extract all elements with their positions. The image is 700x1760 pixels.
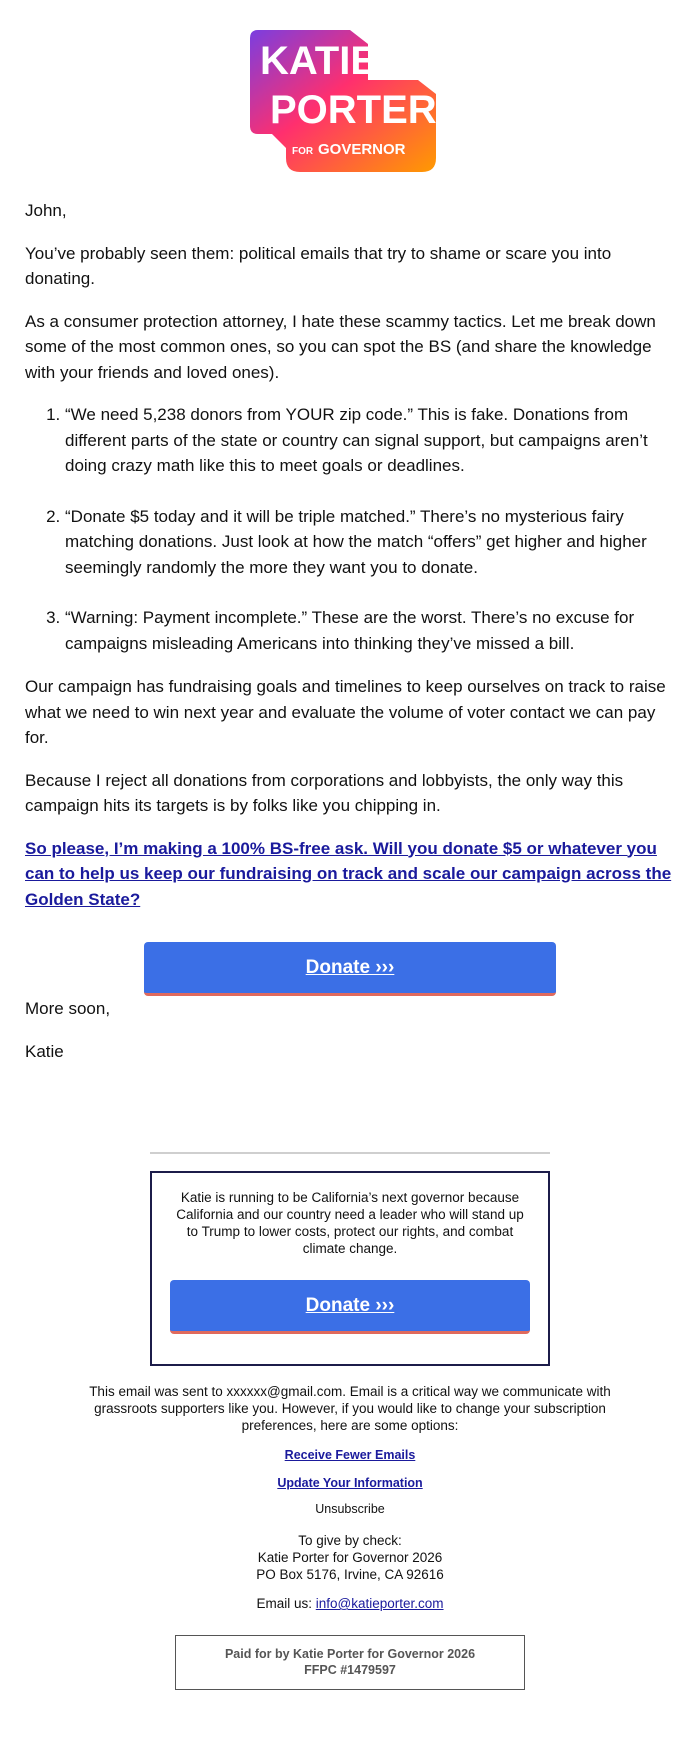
footer-notice: This email was sent to xxxxxx@gmail.com. Email is a critical way we communicate with grassroots supporters like you. However, if you would like to change your subscription preferences, here are some options: (89, 1384, 611, 1433)
donate-button[interactable]: Donate ››› (144, 942, 556, 996)
paid-for-box (175, 1635, 525, 1690)
donation-ask-link[interactable]: So please, I’m making a 100% BS-free ask. Will you donate $5 or whatever you can to help us keep our fundraising on track and scale our campaign across the Golden State? (25, 838, 672, 909)
receive-fewer-emails-link[interactable]: Receive Fewer Emails (284, 1448, 416, 1462)
promo-text: Katie is running to be California’s next governor because California and our country need a leader who will stand up to Trump to lower costs, protect our rights, and combat climate change. (176, 1190, 524, 1256)
greeting: John, (25, 201, 67, 220)
paragraph-corporations: Because I reject all donations from corporations and lobbyists, the only way this campaign hits its targets is by folks like you chipping in. (25, 770, 624, 815)
email-body (0, 30, 700, 1690)
update-information-link[interactable]: Update Your Information (277, 1476, 423, 1490)
logo-text-porter: PORTER (270, 88, 437, 132)
scam-tactics-list (25, 402, 675, 656)
footer (0, 1383, 700, 1612)
email-link[interactable]: info@katieporter.com (315, 1596, 444, 1611)
unsubscribe-link[interactable]: Unsubscribe (315, 1502, 385, 1516)
ffpc-number: FFPC #1479597 (304, 1663, 396, 1677)
email-content (0, 198, 700, 1064)
paragraph-attorney: As a consumer protection attorney, I hate these scammy tactics. Let me break down some of the most common ones, so you can spot the BS (and share the knowledge with your friends and loved ones). (25, 311, 656, 382)
list-item: 1. “We need 5,238 donors from YOUR zip code.” This is fake. Donations from different parts of the state or country can signal support, but campaigns aren’t doing crazy math like this to meet goals or deadlines. (65, 402, 675, 479)
logo-text-governor: GOVERNOR (318, 141, 406, 158)
promo-box (150, 1171, 550, 1366)
email-label: Email us: (256, 1596, 312, 1611)
list-item: 2. “Donate $5 today and it will be triple matched.” There’s no mysterious fairy matching donations. Just look at how the match “offers” get higher and higher seemingly randomly the more they want you to donate. (65, 504, 675, 581)
promo-donate-button[interactable]: Donate ››› (170, 1280, 530, 1334)
logo-text-for: FOR (292, 146, 314, 157)
paid-for-line: Paid for by Katie Porter for Governor 2026 (224, 1647, 476, 1661)
katie-porter-logo (250, 30, 450, 172)
closing: More soon, (25, 999, 111, 1018)
paragraph-goals: Our campaign has fundraising goals and timelines to keep ourselves on track to raise what we need to win next year and evaluate the volume of voter contact we can pay for. (25, 677, 666, 747)
signature: Katie (25, 1041, 64, 1061)
check-label: To give by check: (298, 1533, 402, 1548)
check-address: PO Box 5176, Irvine, CA 92616 (256, 1567, 444, 1582)
divider (150, 1152, 550, 1154)
logo-text-katie: KATIE (260, 39, 378, 83)
list-item: 3. “Warning: Payment incomplete.” These are the worst. There’s no excuse for campaigns misleading Americans into thinking they’ve missed a bill. (65, 605, 675, 656)
paragraph-intro: You’ve probably seen them: political emails that try to shame or scare you into donating. (25, 243, 612, 288)
check-name: Katie Porter for Governor 2026 (257, 1550, 443, 1565)
